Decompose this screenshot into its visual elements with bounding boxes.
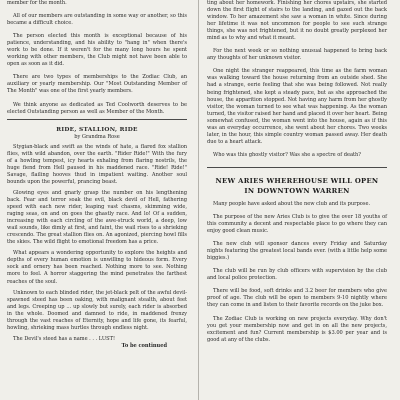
paragraph: Glowing eyes and gnarly grasp the number on his lengthening back. Fear and terror soak the evil, black devil of Hell, fathering speed with each new rider, leaping vast chasms, skimming wide, raging seas, on and on goes the ghastly race. And lo! Of a sudden, increasing with each circling of the awe-struck world, a deep, low wail sounds, like dimly at first, and faint, the wail rises to a shrieking crescendo. The great stallion flies on. An agonized, piercing howl fills the skies. The wild flight to emotional freedom has a price. [7, 189, 187, 246]
paragraph: One night the stranger reappeared, this time as the farm woman was walking toward the house returning from an outside shed. She had a strange, eerie feeling that she was being followed. Not really being frightened, she kept a steady pace, but as she approached the house, the apparition stopped. Not having any harm from her ghostly visitor, the woman turned to see what was happening. As the woman turned, the visitor raised her hand and placed it over her heart. Being somewhat confused, the woman went into the house, again as if this was an everyday occurrence, she went about her chores. Two weeks later, in the hour, this simple country woman passed away. Her death due to a heart attack. [207, 68, 387, 145]
section-rule [7, 119, 187, 120]
story-byline: by Grandma Rose [74, 133, 120, 140]
paragraph: The new club will sponsor dances every Friday and Saturday nights featuring the greatest local bands ever. (with a little help some biggies.) [207, 241, 387, 262]
paragraph: The club will be run by club officers with supervision by the club and local police protection. [207, 268, 387, 282]
paragraph: For the next week or so nothing unusual happened to bring back any thoughts of her unknown visitor. [207, 48, 387, 62]
paragraph: The Devil's steed has a name . . . LUST! [13, 335, 115, 342]
article-heading-line2: IN DOWNTOWN WARREN [244, 186, 350, 195]
paragraph: All of our members are outstanding in some way or another, so this became a difficult choice. [7, 13, 187, 27]
paragraph: ting about her homework. Finishing her chores upstairs, she started down the first flight of stairs to the landing, and gazed out the back window. To her amazement she saw a woman in white. Since during her lifetime it was not uncommon for people to see such strange things, she was not frightened, but it no doubt greatly perplexed her mind as to why and what it meant. [207, 0, 387, 42]
continued-note: To be continued [121, 342, 167, 349]
paragraph: The purpose of the new Aries Club is to give the over 18 youths of this community a decent and respectable place to go where they can enjoy good clean music. [207, 213, 387, 235]
column-divider [198, 0, 199, 400]
paragraph: Unknown to each blinded rider, the jet-black pelt of the awful devil-spawned steed has been oaking, with malignant stealth, about feet and legs. Creeping up ... up slowly but surely, each rider is absorbed in the whole. Doomed and damned to ride, in maddened frenzy through the vast reaches of Eternity, hope and life gone, its fearful, howling, shrieking mass hurtles through endless night. [7, 289, 187, 331]
left-column [7, 0, 187, 350]
paragraph: The Zodiac Club is working on new projects everyday. Why don't you get your membership now and get in on all the new projects, excitement and fun? Current membership is $3.00 per year and is good at any of the clubs. [207, 315, 387, 343]
paragraph: We think anyone as dedicated as Ted Coolworth deserves to be elected Outstanding person as well as Member of the Month. [7, 101, 187, 115]
right-column [207, 0, 387, 344]
article-heading-line1: NEW ARIES WHEREHOUSE WILL OPEN [215, 176, 379, 185]
paragraph: There will be food, soft drinks and 3.2 beer for members who give proof of age. The club will be open to members 9-10 nightly where they can come in and listen to their favorite records on the juke box. [207, 288, 387, 309]
paragraph: The person elected this month is exceptional because of his patience, understanding, and his ability to "hang in" when there's work to be done. If it weren't for the many long hours he spent working with other members, the Club might not have been able to open as soon as it did. [7, 33, 187, 68]
story-title: RIDE, STALLION, RIDE [56, 126, 138, 133]
paragraph: member for the month. [7, 0, 67, 6]
paragraph: Stygian-black and swift as the winds of hate, a flared fox stallion flies, with wild abandon, over the earth. "Rider Ride!" With the fury of a howling tempest, icy hearts exhaling from flaring nostrils, the huge fiend from Hell paused in his maddened race. "Ride! Ride!" Savage, flailing hooves thud in impatient waiting. Another soul bounds upon the powerful, prancing beast. [7, 143, 187, 185]
section-rule [207, 167, 387, 168]
paragraph: Who was this ghostly visitor? Was she a spectre of death? [213, 151, 361, 158]
paragraph: Many people have asked about the new club and its purpose. [213, 200, 371, 207]
paragraph: There are two types of memberships to the Zodiac Club, an auxiliary or yearly membership. Our "Most Outstanding Member of The Month" was one of the first yearly members. [7, 74, 187, 95]
paragraph: What appears a wondering opportunity to explore the heights and depths of every human emotion is unwilling to hideous form. Every sock and ornery has been reached. Nothing more to see. Nothing more to feel. A horror staggering the mind penetrates the farthest reaches of the soul. [7, 250, 187, 285]
